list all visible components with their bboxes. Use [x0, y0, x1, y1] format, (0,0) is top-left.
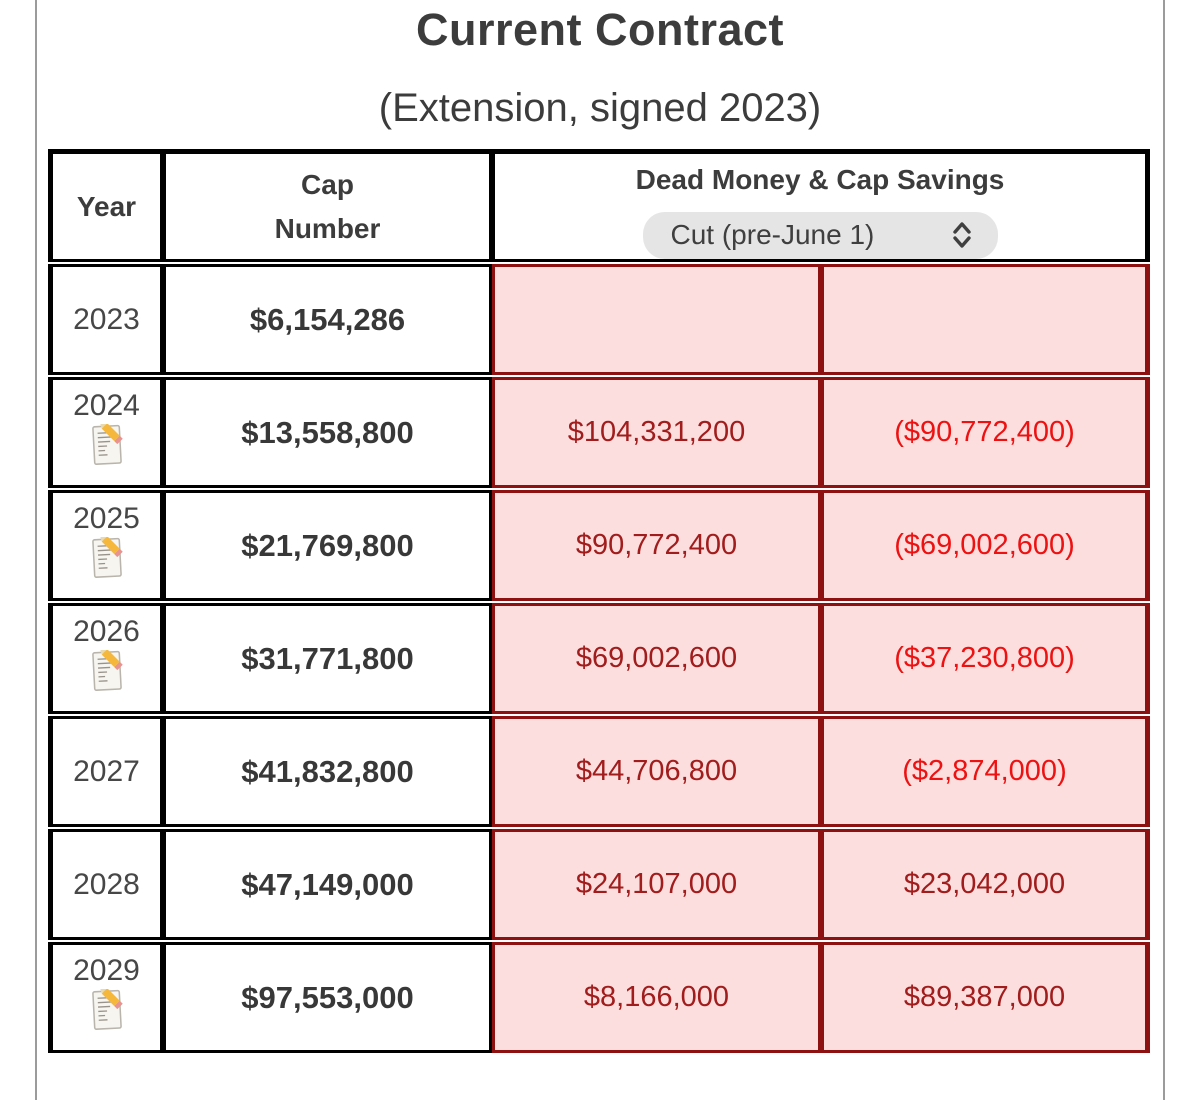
- dead-money-cell: $24,107,000: [492, 829, 821, 940]
- table-row: [48, 603, 1150, 714]
- year-cell: [48, 377, 163, 488]
- cap-savings-cell: [821, 264, 1150, 375]
- year-cell: 2028: [48, 829, 163, 940]
- year-cell: 2027: [48, 716, 163, 827]
- cap-savings-cell: ($90,772,400): [821, 377, 1150, 488]
- page-subtitle: (Extension, signed 2023): [378, 86, 822, 130]
- dead-money-group-label: Dead Money & Cap Savings: [635, 164, 1005, 195]
- cut-type-select[interactable]: [643, 212, 998, 259]
- page-title: Current Contract: [415, 4, 785, 55]
- select-chevron-icon: [950, 220, 974, 250]
- table-row: [48, 264, 1150, 375]
- table-row: [48, 377, 1150, 488]
- cap-savings-cell: ($2,874,000): [821, 716, 1150, 827]
- cap-savings-cell: $89,387,000: [821, 942, 1150, 1053]
- table-row: [48, 716, 1150, 827]
- contract-table: [48, 147, 1150, 1055]
- dead-money-cell: [492, 264, 821, 375]
- cap-savings-cell: $23,042,000: [821, 829, 1150, 940]
- table-row: [48, 829, 1150, 940]
- year-cell: [48, 490, 163, 601]
- year-label: 2026: [73, 615, 140, 648]
- header-row: [48, 149, 1150, 262]
- memo-note-icon[interactable]: [88, 650, 126, 702]
- memo-note-icon[interactable]: [88, 424, 126, 476]
- year-cell: 2023: [48, 264, 163, 375]
- cap-savings-cell: ($37,230,800): [821, 603, 1150, 714]
- cap-number-cell: $21,769,800: [163, 490, 492, 601]
- table-row: [48, 942, 1150, 1053]
- cap-number-cell: $6,154,286: [163, 264, 492, 375]
- year-label: 2024: [73, 389, 140, 422]
- cap-number-cell: $31,771,800: [163, 603, 492, 714]
- dead-money-cell: $8,166,000: [492, 942, 821, 1053]
- cap-number-cell: $97,553,000: [163, 942, 492, 1053]
- cap-number-column-header: Cap Number: [163, 149, 492, 262]
- dead-money-cell: $90,772,400: [492, 490, 821, 601]
- year-column-header: Year: [48, 149, 163, 262]
- year-label: 2025: [73, 502, 140, 535]
- dead-money-cell: $104,331,200: [492, 377, 821, 488]
- year-cell: [48, 603, 163, 714]
- year-cell: [48, 942, 163, 1053]
- cut-type-select-value: Cut (pre-June 1): [670, 219, 875, 250]
- memo-note-icon[interactable]: [88, 989, 126, 1041]
- cap-number-cell: $13,558,800: [163, 377, 492, 488]
- memo-note-icon[interactable]: [88, 537, 126, 589]
- cap-number-cell: $47,149,000: [163, 829, 492, 940]
- dead-money-cell: $44,706,800: [492, 716, 821, 827]
- cap-savings-cell: ($69,002,600): [821, 490, 1150, 601]
- table-row: [48, 490, 1150, 601]
- cap-number-cell: $41,832,800: [163, 716, 492, 827]
- dead-money-group-header: [492, 149, 1150, 262]
- year-label: 2029: [73, 954, 140, 987]
- page-frame: [35, 0, 1165, 1100]
- dead-money-cell: $69,002,600: [492, 603, 821, 714]
